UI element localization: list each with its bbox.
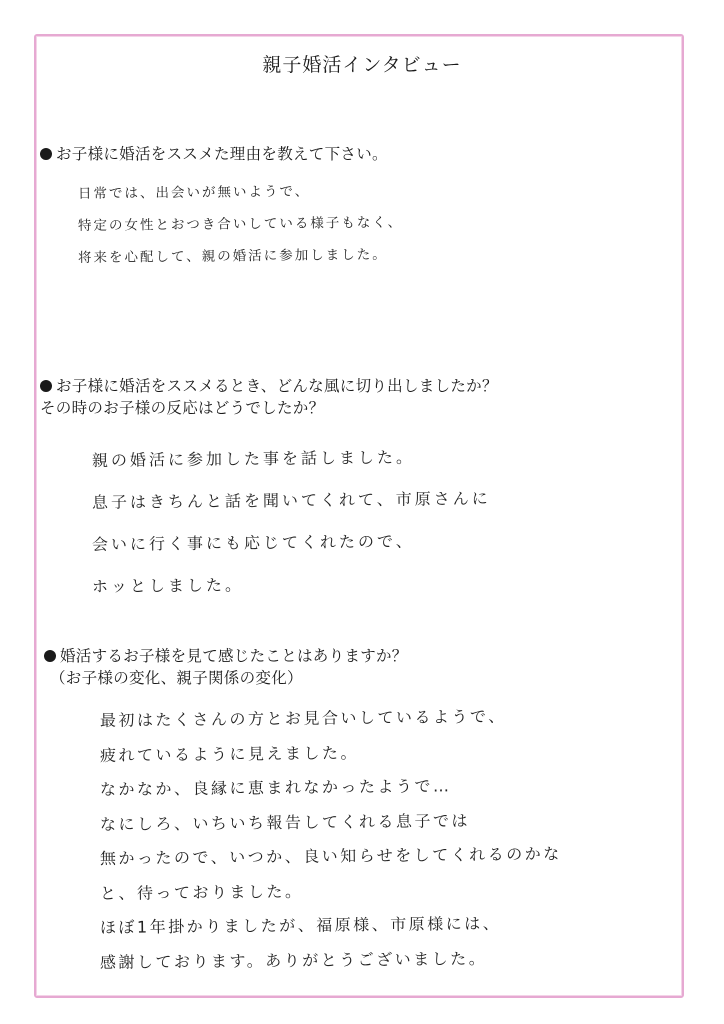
question-2-line	[40, 375, 498, 397]
answer-3-line: なにしろ、いちいち報告してくれる息子では	[99, 810, 471, 834]
bullet-icon	[40, 380, 52, 392]
answer-3-line: 最初はたくさんの方とお見合いしているようで、	[99, 706, 507, 730]
question-3-subtext: （お子様の変化、親子関係の変化）	[50, 669, 303, 687]
question-1-line	[40, 143, 388, 165]
question-2	[40, 375, 498, 419]
answer-3-line: 無かったので、いつか、良い知らせをしてくれるのかな	[99, 844, 562, 868]
page-title: 親子婚活インタビュー	[262, 54, 462, 76]
question-1	[40, 143, 388, 165]
question-3	[44, 645, 408, 689]
question-3-text: 婚活するお子様を見て感じたことはありますか？	[60, 647, 408, 665]
answer-3	[100, 704, 562, 980]
question-1-text: お子様に婚活をススメた理由を教えて下さい。	[56, 145, 388, 163]
answer-3-line: ほぼ1年掛かりましたが、福原様、市原様には、	[99, 913, 502, 937]
bullet-icon	[40, 148, 52, 160]
answer-2	[92, 440, 491, 608]
answer-1-line: 日常では、出会いが無いようで、	[77, 183, 311, 202]
answer-3-line: 疲れているように見えました。	[99, 742, 360, 765]
question-3-line	[44, 645, 408, 667]
question-2-text: お子様に婚活をススメるとき、どんな風に切り出しましたか？	[56, 377, 498, 395]
answer-3-line: 感謝しております。ありがとうございました。	[99, 948, 488, 972]
answer-2-line: ホッとしました。	[91, 575, 245, 596]
answer-3-line: なかなか、良縁に恵まれなかったようで…	[99, 776, 452, 799]
answer-1	[78, 178, 403, 274]
answer-1-line: 将来を心配して、親の婚活に参加しました。	[77, 246, 388, 266]
answer-1-line: 特定の女性とおつき合いしている様子もなく、	[77, 214, 404, 234]
question-2-subtext: その時のお子様の反応はどうでしたか？	[40, 399, 325, 417]
answer-2-line: 会いに行く事にも応じてくれたので、	[91, 531, 415, 554]
bullet-icon	[44, 650, 56, 662]
answer-2-line: 親の婚活に参加した事を話しました。	[91, 447, 416, 470]
answer-2-line: 息子はきちんと話を聞いてくれて、市原さんに	[91, 488, 491, 512]
answer-3-line: と、待っておりました。	[99, 881, 304, 903]
